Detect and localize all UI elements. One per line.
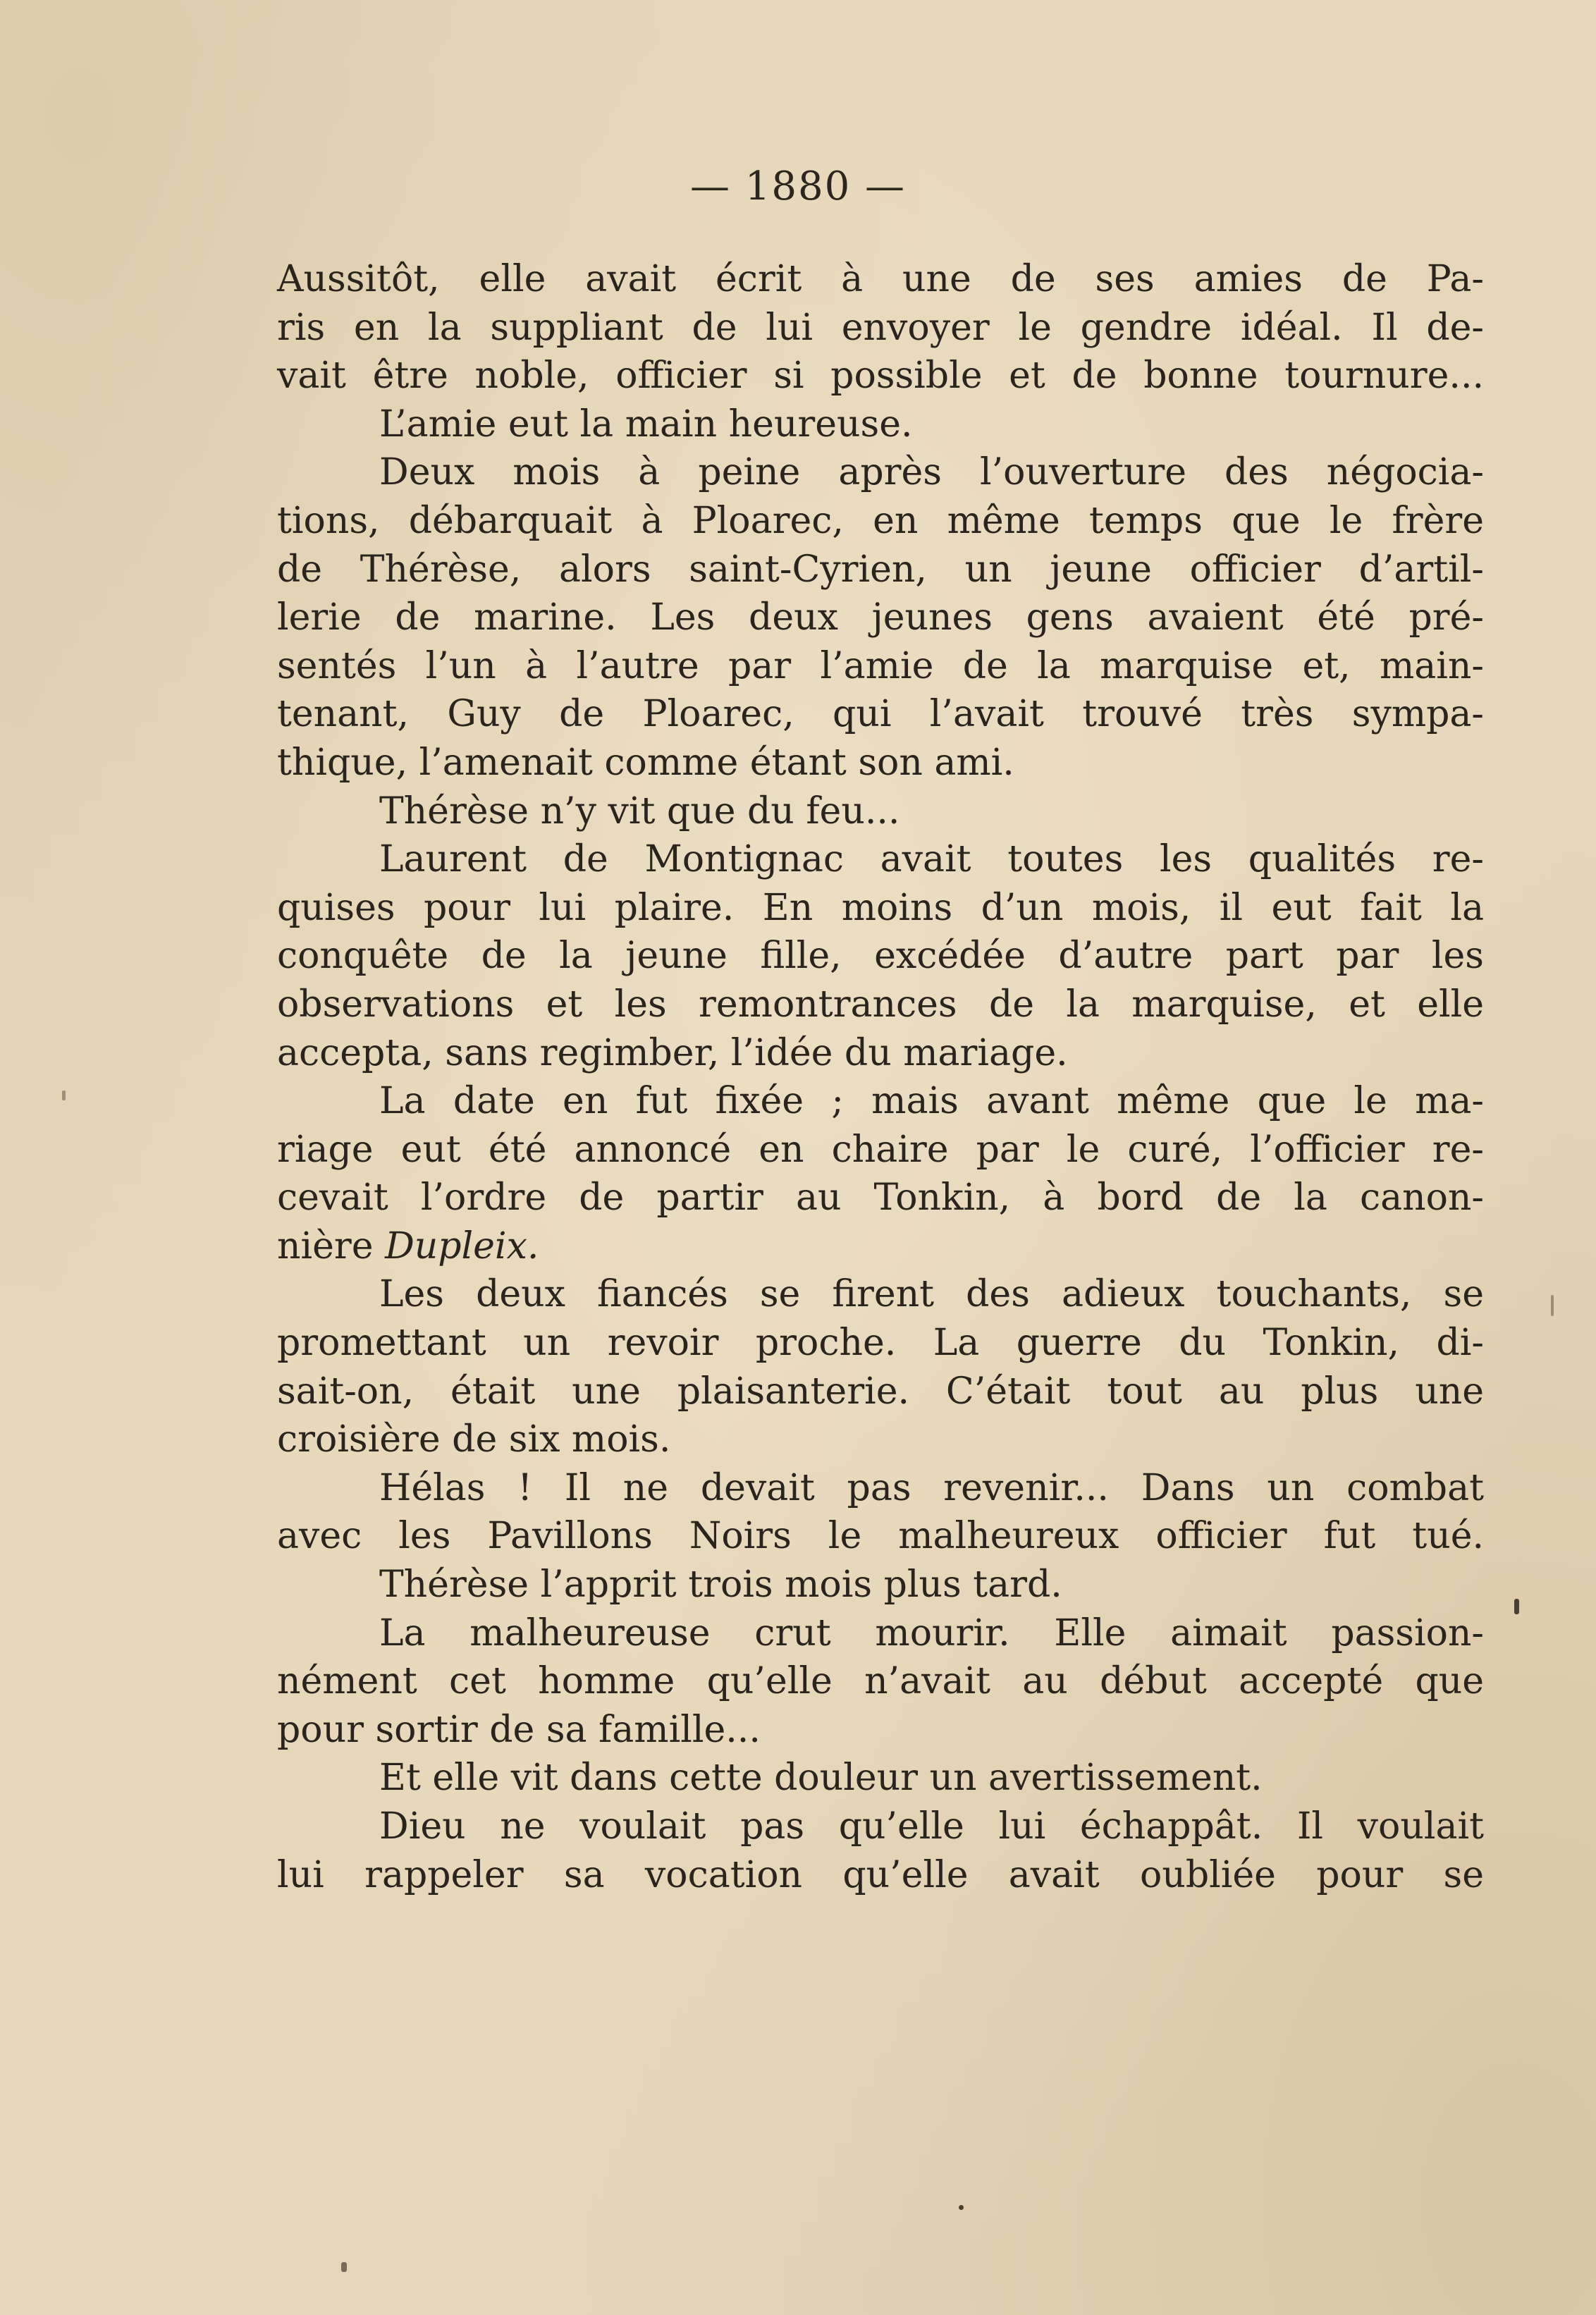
text-line: avec les Pavillons Noirs le malheureux officier fut tué. <box>277 1515 1484 1558</box>
text-line: conquête de la jeune fille, excédée d’autre part par les <box>277 935 1484 978</box>
text-line: Laurent de Montignac avait toutes les qualités re- <box>379 838 1484 881</box>
text-line: Et elle vit dans cette douleur un avertissement. <box>379 1757 1263 1800</box>
text-line: La malheureuse crut mourir. Elle aimait passion- <box>379 1611 1484 1654</box>
text-line: ris en la suppliant de lui envoyer le gendre idéal. Il de- <box>277 306 1484 349</box>
text-line: accepta, sans regimber, l’idée du mariage. <box>277 1031 1068 1074</box>
text-line: nément cet homme qu’elle n’avait au début accepté que <box>277 1660 1484 1703</box>
paper-speck <box>341 2262 347 2272</box>
text-line: cevait l’ordre de partir au Tonkin, à bord de la canon- <box>277 1177 1484 1220</box>
text-line: Thérèse n’y vit que du feu... <box>379 790 900 833</box>
text-line: Hélas ! Il ne devait pas revenir... Dans un combat <box>379 1466 1484 1509</box>
text-line: lui rappeler sa vocation qu’elle avait oubliée pour se <box>277 1853 1484 1896</box>
text-line: croisière de six mois. <box>277 1418 671 1461</box>
text-line: tenant, Guy de Ploarec, qui l’avait trouvé très sympa- <box>277 693 1484 736</box>
page-number: — 1880 — <box>689 164 907 209</box>
text-line: Les deux fiancés se firent des adieux touchants, se <box>379 1273 1484 1316</box>
text-line: thique, l’amenait comme étant son ami. <box>277 741 1014 784</box>
body-text <box>277 255 1484 1899</box>
text-line <box>277 1222 1484 1271</box>
text-line: promettant un revoir proche. La guerre du Tonkin, di- <box>277 1322 1484 1365</box>
paper-speck <box>959 2205 964 2210</box>
text-line: L’amie eut la main heureuse. <box>379 403 913 446</box>
text-line: Aussitôt, elle avait écrit à une de ses amies de Pa- <box>277 258 1484 300</box>
text-line: sait-on, était une plaisanterie. C’était tout au plus une <box>277 1370 1484 1413</box>
text-line: vait être noble, officier si possible et de bonne tournure... <box>277 355 1484 398</box>
text-line: lerie de marine. Les deux jeunes gens avaient été pré- <box>277 596 1484 639</box>
text-line: pour sortir de sa famille... <box>277 1708 761 1751</box>
text-line: La date en fut fixée ; mais avant même que le ma- <box>379 1080 1484 1123</box>
paper-speck <box>1551 1295 1554 1316</box>
text-line: de Thérèse, alors saint-Cyrien, un jeune officier d’artil- <box>277 548 1484 591</box>
text-line: quises pour lui plaire. En moins d’un mois, il eut fait la <box>277 886 1484 929</box>
text-line: sentés l’un à l’autre par l’amie de la marquise et, main- <box>277 644 1484 687</box>
paper-speck <box>62 1091 66 1100</box>
paper-speck <box>1514 1599 1519 1614</box>
text-line: observations et les remontrances de la marquise, et elle <box>277 983 1484 1026</box>
text-line: riage eut été annoncé en chaire par le curé, l’officier re- <box>277 1128 1484 1171</box>
text-line: tions, débarquait à Ploarec, en même temps que le frère <box>277 499 1484 542</box>
text-line: Thérèse l’apprit trois mois plus tard. <box>379 1564 1062 1607</box>
text-line: Deux mois à peine après l’ouverture des négocia- <box>379 451 1484 494</box>
ship-name: Dupleix. <box>385 1224 539 1267</box>
text-line: Dieu ne voulait pas qu’elle lui échappât. Il voulait <box>379 1805 1484 1848</box>
text-fragment: nière <box>277 1224 374 1267</box>
